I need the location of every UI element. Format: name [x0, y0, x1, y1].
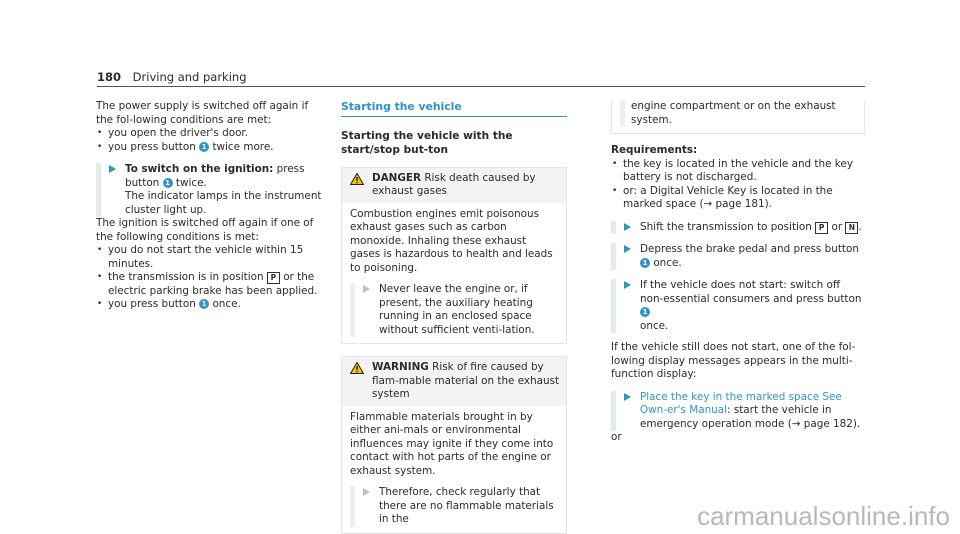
warning-label: WARNING [372, 361, 429, 373]
or-text: or [611, 431, 622, 443]
list-item: • you press button 1 twice more. [96, 141, 324, 155]
intro-paragraph-2: The ignition is switched off again if one of the following conditions is met: [96, 217, 314, 243]
header-rule [97, 86, 865, 87]
danger-body: Combustion engines emit poisonous exhaust gases such as carbon monoxide. Inhaling these exhaust gases is hazardous to health and leads to poisoning. Never leave the engine or, if present, the auxiliary heating running in an enclosed space without sufficient venti-lation. [342, 203, 566, 344]
step-block [611, 391, 865, 432]
button-1-icon: 1 [640, 258, 650, 268]
column-3 [611, 100, 865, 445]
warning-body: Flammable materials brought in by either ani-mals or environmental influences may ignite if they come into contact with hot parts of the engine or exhaust system. Therefore, check regularly that there are no flammable materials in the [342, 406, 566, 533]
danger-label: DANGER [372, 171, 421, 184]
step-block [96, 163, 324, 217]
step-shift: Shift the transmission to position P or N . [616, 221, 865, 235]
running-head [97, 70, 247, 84]
button-1-icon: 1 [199, 299, 209, 309]
danger-header [342, 168, 566, 203]
section-name: Driving and parking [132, 70, 247, 84]
step-arrow-icon [109, 165, 116, 173]
watermark: carmanualsonline.info [697, 501, 950, 531]
display-message: Place the key in the marked space See Own-er's Manual [640, 390, 842, 416]
requirements-label: Requirements: [611, 144, 698, 156]
warning-triangle-icon [350, 362, 364, 374]
step-brake: Depress the brake pedal and press button 1 once. [616, 243, 865, 270]
step-arrow-icon [363, 488, 370, 496]
step-arrow-icon [624, 281, 631, 289]
step-block [611, 279, 865, 333]
step-arrow-icon [624, 245, 631, 253]
intro-paragraph: The power supply is switched off again if the fol-lowing conditions are met: [96, 100, 309, 126]
page-number: 180 [97, 70, 122, 84]
list-item: • you press button 1 once. [96, 298, 324, 312]
step-arrow-icon [624, 223, 631, 231]
display-message-paragraph: If the vehicle still does not start, one of the fol-lowing display messages appears in the multi-function display: [611, 341, 856, 380]
step-arrow-icon [624, 393, 631, 401]
warning-header [342, 357, 566, 406]
step-emergency: Place the key in the marked space See Own-er's Manual: start the vehicle in emergency operation mode (→ page 182). [616, 391, 865, 432]
button-1-icon: 1 [640, 307, 650, 317]
list-item: • the key is located in the vehicle and the key battery is not discharged. [611, 158, 865, 185]
warning-triangle-icon [350, 173, 364, 185]
section-title: Starting the vehicle [341, 100, 567, 117]
danger-heading: Risk death caused by exhaust gases [372, 171, 536, 197]
button-1-icon: 1 [199, 142, 209, 152]
button-1-icon: 1 [163, 178, 173, 188]
step-block [611, 221, 865, 235]
danger-step: Never leave the engine or, if present, the auxiliary heating running in an enclosed space without sufficient venti-lation. [350, 283, 558, 337]
warning-step: Therefore, check regularly that there are no flammable materials in the [350, 486, 558, 527]
warning-continued-text: engine compartment or on the exhaust system. [631, 100, 836, 126]
step-ignition: To switch on the ignition: press button 1 twice. The indicator lamps in the instrument cluster light up. [101, 163, 324, 217]
column-1 [96, 100, 324, 312]
neutral-n-icon: N [845, 222, 858, 234]
park-p-icon: P [815, 222, 828, 234]
step-block [611, 243, 865, 270]
step-arrow-icon [363, 285, 370, 293]
park-p-icon: P [267, 272, 280, 284]
column-2 [341, 100, 567, 534]
step-no-start: If the vehicle does not start: switch off non-essential consumers and press button 1 once. [616, 279, 865, 333]
subsection-title: Starting the vehicle with the start/stop but-ton [341, 129, 513, 156]
warning-heading: Risk of fire caused by flam-mable material on the exhaust system [372, 361, 560, 400]
list-item: • or: a Digital Vehicle Key is located in the marked space (→ page 181). [611, 185, 865, 212]
danger-box [341, 167, 567, 345]
warning-box [341, 356, 567, 534]
list-item: • you open the driver's door. [96, 127, 324, 141]
warning-box-continued [611, 100, 865, 134]
list-item: • the transmission is in position P or the electric parking brake has been applied. [96, 271, 324, 298]
list-item: • you do not start the vehicle within 15 minutes. [96, 244, 324, 271]
